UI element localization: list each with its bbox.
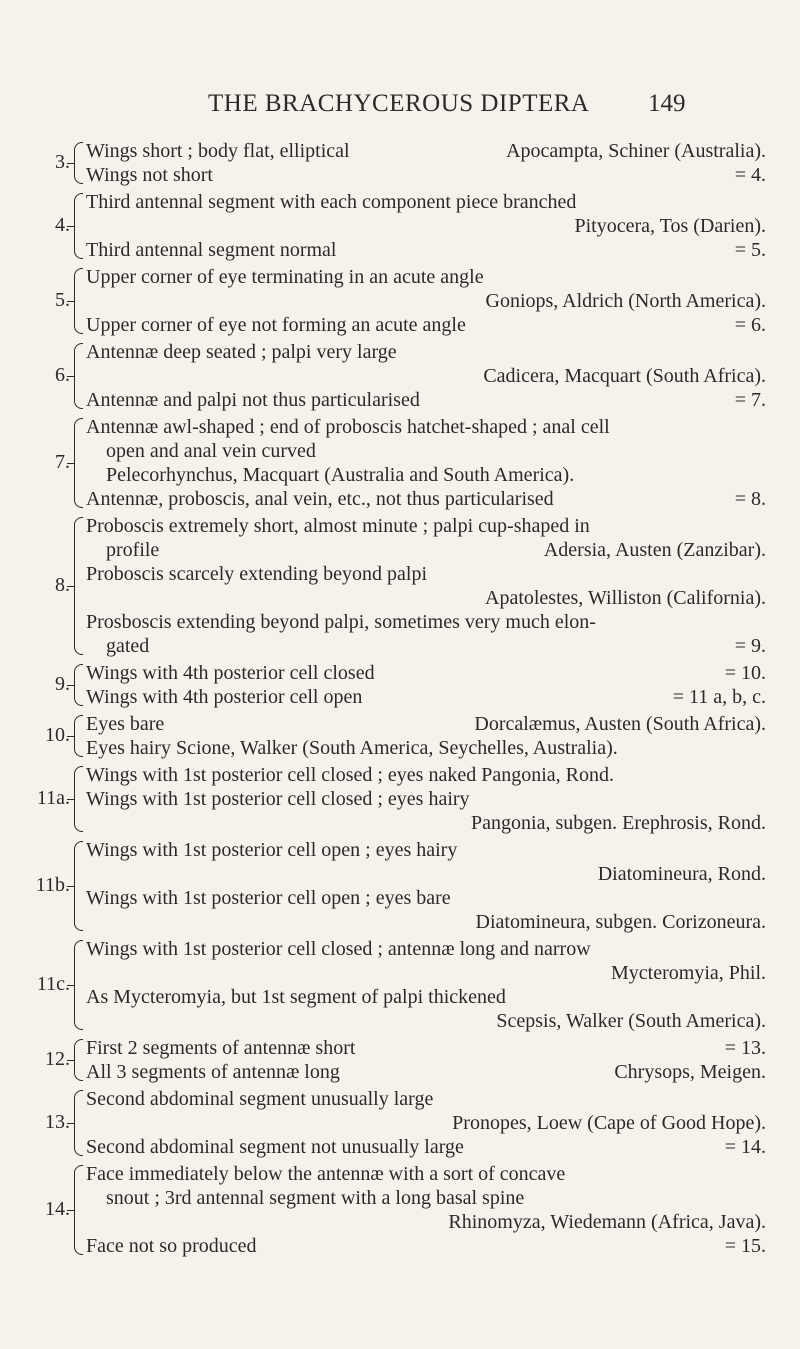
key-line-result: Diatomineura, subgen. Corizoneura. <box>475 911 766 933</box>
key-line <box>86 139 766 163</box>
key-line <box>86 415 766 439</box>
key-line-result: = 7. <box>734 389 766 411</box>
key-line <box>86 1087 766 1111</box>
key-line-text: snout ; 3rd antennal segment with a long basal spine <box>106 1187 525 1209</box>
key-line-result <box>574 463 766 487</box>
couplet-number: 4. <box>55 214 70 236</box>
brace-mark <box>74 418 83 508</box>
key-line-result: Pityocera, Tos (Darien). <box>574 215 766 237</box>
brace-mark <box>74 664 83 706</box>
key-line-result <box>591 937 766 961</box>
key-line <box>86 1210 766 1234</box>
key-line-text: Proboscis scarcely extending beyond palpi <box>86 563 428 585</box>
identification-key <box>0 139 800 1261</box>
key-line-result <box>614 763 766 787</box>
key-line <box>86 1135 766 1159</box>
key-line-result <box>596 610 766 634</box>
key-line-result <box>316 439 766 463</box>
key-line-result <box>484 265 766 289</box>
key-line <box>86 862 766 886</box>
key-line-text: Wings with 1st posterior cell open ; eyes bare <box>86 887 451 909</box>
key-couplet <box>0 139 800 187</box>
page-number: 149 <box>648 90 686 117</box>
key-line-result <box>457 838 766 862</box>
key-couplet <box>0 937 800 1033</box>
key-line <box>86 340 766 364</box>
brace-mark <box>74 142 83 184</box>
key-line-text: Prosboscis extending beyond palpi, sometimes very much elon- <box>86 611 596 633</box>
key-line-text: Wings with 1st posterior cell closed ; eyes hairy <box>86 788 470 810</box>
key-line-text: Eyes hairy Scione, Walker (South America, Seychelles, Australia). <box>86 737 618 759</box>
key-line-result <box>433 1087 766 1111</box>
key-couplet <box>0 1036 800 1084</box>
couplet-number: 6. <box>55 364 70 386</box>
key-line-text: Wings with 1st posterior cell closed ; antennæ long and narrow <box>86 938 591 960</box>
key-couplet <box>0 514 800 658</box>
key-line-result <box>565 1162 766 1186</box>
brace-mark <box>74 1039 83 1081</box>
key-line-result: Cadicera, Macquart (South Africa). <box>483 365 766 387</box>
key-line-result <box>451 886 766 910</box>
key-line-text: gated <box>106 635 150 657</box>
key-line <box>86 910 766 934</box>
key-line-text: open and anal vein curved <box>106 440 316 462</box>
key-line-result: Apatolestes, Williston (California). <box>485 587 766 609</box>
couplet-number: 3. <box>55 151 70 173</box>
key-line <box>86 736 766 760</box>
couplet-number: 9. <box>55 673 70 695</box>
key-line-text: Wings short ; body flat, elliptical <box>86 140 350 162</box>
key-line-result: = 10. <box>724 662 766 684</box>
key-couplet <box>0 712 800 760</box>
brace-mark <box>74 1165 83 1255</box>
couplet-number: 10. <box>45 724 70 746</box>
key-line-result <box>427 562 766 586</box>
key-line <box>86 214 766 238</box>
key-line <box>86 562 766 586</box>
key-line <box>86 388 766 412</box>
key-line-text: Antennæ deep seated ; palpi very large <box>86 341 397 363</box>
key-line <box>86 1162 766 1186</box>
key-line-result: Apocampta, Schiner (Australia). <box>506 140 766 162</box>
couplet-number: 14. <box>45 1198 70 1220</box>
key-line-result: = 6. <box>734 314 766 336</box>
key-line <box>86 838 766 862</box>
couplet-number: 11c. <box>36 973 70 995</box>
key-line <box>86 364 766 388</box>
key-line <box>86 163 766 187</box>
key-line <box>86 289 766 313</box>
key-line <box>86 685 766 709</box>
key-line-text: Proboscis extremely short, almost minute ; palpi cup-shaped in <box>86 515 590 537</box>
key-line-result <box>506 985 766 1009</box>
key-line-result: Goniops, Aldrich (North America). <box>485 290 766 312</box>
key-couplet <box>0 265 800 337</box>
couplet-number: 5. <box>55 289 70 311</box>
key-line-text: Wings with 4th posterior cell closed <box>86 662 375 684</box>
couplet-number: 12. <box>45 1048 70 1070</box>
key-line <box>86 787 766 811</box>
key-line <box>86 1234 766 1258</box>
key-line <box>86 514 766 538</box>
key-line <box>86 811 766 835</box>
key-line-text: Face immediately below the antennæ with a sort of concave <box>86 1163 566 1185</box>
brace-mark <box>74 1090 83 1156</box>
key-couplet <box>0 340 800 412</box>
key-line <box>86 1009 766 1033</box>
key-line <box>86 238 766 262</box>
key-line-result: = 5. <box>734 239 766 261</box>
key-line <box>86 1186 766 1210</box>
couplet-number: 11b. <box>35 874 70 896</box>
key-line-text: Wings with 1st posterior cell closed ; eyes naked Pangonia, Rond. <box>86 764 614 786</box>
brace-mark <box>74 841 83 931</box>
key-line-result: Rhinomyza, Wiedemann (Africa, Java). <box>448 1211 766 1233</box>
key-couplet <box>0 838 800 934</box>
key-line-result: Pangonia, subgen. Erephrosis, Rond. <box>471 812 766 834</box>
key-line <box>86 1111 766 1135</box>
key-line <box>86 538 766 562</box>
key-line <box>86 1036 766 1060</box>
key-line-text: Antennæ and palpi not thus particularised <box>86 389 420 411</box>
key-line-result: Chrysops, Meigen. <box>614 1061 766 1083</box>
key-line-result: Diatomineura, Rond. <box>597 863 766 885</box>
key-line <box>86 937 766 961</box>
key-line-text: Wings not short <box>86 164 213 186</box>
key-line <box>86 487 766 511</box>
key-line <box>86 610 766 634</box>
brace-mark <box>74 193 83 259</box>
key-line-text: Upper corner of eye terminating in an acute angle <box>86 266 484 288</box>
brace-mark <box>74 268 83 334</box>
key-line-result: = 15. <box>724 1235 766 1257</box>
key-line-text: Antennæ, proboscis, anal vein, etc., not thus particularised <box>86 488 554 510</box>
key-line-result <box>524 1186 766 1210</box>
key-line-text: Second abdominal segment not unusually large <box>86 1136 464 1158</box>
brace-mark <box>74 940 83 1030</box>
key-line-text: Face not so produced <box>86 1235 257 1257</box>
key-line <box>86 265 766 289</box>
key-line-result <box>397 340 766 364</box>
key-line-text: Antennæ awl-shaped ; end of proboscis hatchet-shaped ; anal cell <box>86 416 610 438</box>
key-line-result: = 8. <box>734 488 766 510</box>
key-line-result <box>470 787 766 811</box>
key-line-result <box>576 190 766 214</box>
key-line-result: = 4. <box>734 164 766 186</box>
key-line <box>86 661 766 685</box>
key-couplet <box>0 1087 800 1159</box>
couplet-number: 7. <box>55 451 70 473</box>
key-line-result: = 9. <box>734 635 766 657</box>
key-line-text: Pelecorhynchus, Macquart (Australia and South America). <box>106 464 575 486</box>
key-line <box>86 190 766 214</box>
key-couplet <box>0 415 800 511</box>
key-line-result: Mycteromyia, Phil. <box>611 962 766 984</box>
key-line <box>86 961 766 985</box>
key-line-text: First 2 segments of antennæ short <box>86 1037 356 1059</box>
key-line <box>86 985 766 1009</box>
key-line-text: Upper corner of eye not forming an acute angle <box>86 314 466 336</box>
key-line-text: profile <box>106 539 160 561</box>
key-line-text: Third antennal segment normal <box>86 239 337 261</box>
key-line-text: Wings with 4th posterior cell open <box>86 686 363 708</box>
couplet-number: 8. <box>55 574 70 596</box>
key-line-result: Pronopes, Loew (Cape of Good Hope). <box>452 1112 766 1134</box>
key-line <box>86 463 766 487</box>
couplet-number: 11a. <box>36 787 70 809</box>
key-couplet <box>0 661 800 709</box>
key-line <box>86 313 766 337</box>
key-line-result: Dorcalæmus, Austen (South Africa). <box>474 713 766 735</box>
key-line <box>86 634 766 658</box>
brace-mark <box>74 766 83 832</box>
running-header <box>0 90 800 120</box>
key-line-text: As Mycteromyia, but 1st segment of palpi thickened <box>86 986 506 1008</box>
key-line-text: Eyes bare <box>86 713 165 735</box>
key-line-result: = 11 a, b, c. <box>672 686 766 708</box>
key-line <box>86 763 766 787</box>
key-line-result: Scepsis, Walker (South America). <box>496 1010 766 1032</box>
key-line-text: Third antennal segment with each component piece branched <box>86 191 577 213</box>
brace-mark <box>74 517 83 655</box>
key-couplet <box>0 1162 800 1258</box>
key-line-text: Wings with 1st posterior cell open ; eyes hairy <box>86 839 458 861</box>
brace-mark <box>74 715 83 757</box>
key-line <box>86 439 766 463</box>
key-line-result <box>618 736 766 760</box>
key-line <box>86 712 766 736</box>
key-line-result: = 14. <box>724 1136 766 1158</box>
key-line-text: All 3 segments of antennæ long <box>86 1061 340 1083</box>
key-couplet <box>0 763 800 835</box>
running-head-title: THE BRACHYCEROUS DIPTERA <box>208 90 590 117</box>
key-line <box>86 586 766 610</box>
key-couplet <box>0 190 800 262</box>
key-line <box>86 886 766 910</box>
key-line-text: Second abdominal segment unusually large <box>86 1088 434 1110</box>
key-line-result: = 13. <box>724 1037 766 1059</box>
couplet-number: 13. <box>45 1111 70 1133</box>
key-line <box>86 1060 766 1084</box>
key-line-result: Adersia, Austen (Zanzibar). <box>543 539 766 561</box>
brace-mark <box>74 343 83 409</box>
key-line-result <box>610 415 766 439</box>
key-line-result <box>590 514 766 538</box>
